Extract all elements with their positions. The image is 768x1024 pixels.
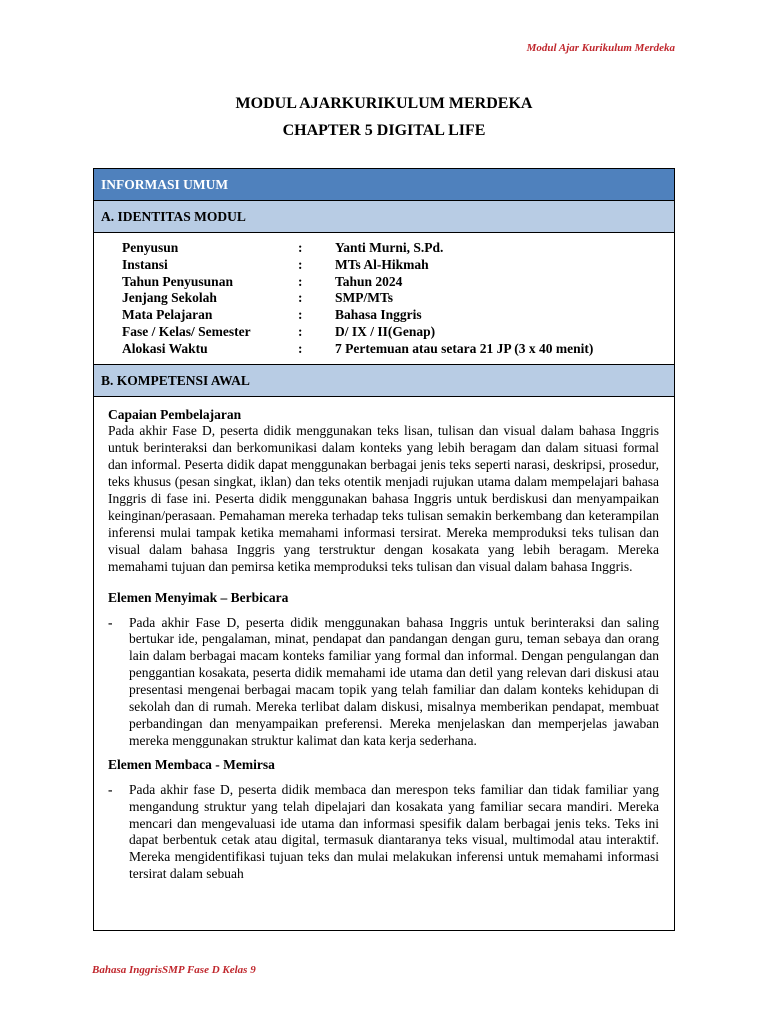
identity-colon: :	[298, 273, 303, 289]
identity-row	[122, 290, 674, 307]
identity-colon: :	[298, 290, 303, 306]
identity-row	[122, 274, 674, 291]
elemen-membaca-item	[108, 782, 659, 883]
footer-note: Bahasa InggrisSMP Fase D Kelas 9	[92, 964, 256, 976]
list-dash: -	[108, 614, 113, 630]
identity-row	[122, 307, 674, 324]
identity-label: Jenjang Sekolah	[122, 290, 217, 306]
capaian-heading: Capaian Pembelajaran	[108, 406, 242, 422]
section-kompetensi-awal: B. KOMPETENSI AWAL	[94, 365, 674, 397]
identity-value: Tahun 2024	[335, 273, 403, 289]
identity-row	[122, 341, 674, 358]
identity-row	[122, 257, 674, 274]
identity-label: Alokasi Waktu	[122, 340, 208, 356]
elemen-menyimak-item	[108, 615, 659, 750]
identity-row	[122, 240, 674, 257]
chapter-title: CHAPTER 5 DIGITAL LIFE	[282, 122, 486, 139]
identity-colon: :	[298, 307, 303, 323]
identity-value: Yanti Murni, S.Pd.	[335, 240, 444, 255]
identity-value: 7 Pertemuan atau setara 21 JP (3 x 40 menit)	[335, 340, 594, 356]
header-note: Modul Ajar Kurikulum Merdeka	[526, 42, 675, 54]
identity-value: D/ IX / II(Genap)	[335, 323, 436, 339]
document-title: MODUL AJARKURIKULUM MERDEKA	[235, 95, 533, 112]
identity-colon: :	[298, 256, 303, 272]
identity-list	[94, 233, 674, 365]
identity-label: Tahun Penyusunan	[122, 273, 233, 289]
identity-colon: :	[298, 323, 303, 339]
elemen-menyimak-heading: Elemen Menyimak – Berbicara	[108, 589, 289, 605]
identity-label: Instansi	[122, 256, 168, 272]
identity-label: Penyusun	[122, 240, 179, 255]
section-identitas-modul: A. IDENTITAS MODUL	[94, 201, 674, 233]
module-table	[93, 168, 675, 931]
kompetensi-body	[94, 397, 674, 884]
identity-colon: :	[298, 340, 303, 356]
identity-row	[122, 324, 674, 341]
identity-label: Fase / Kelas/ Semester	[122, 323, 251, 339]
elemen-membaca-heading: Elemen Membaca - Memirsa	[108, 756, 275, 772]
elemen-membaca-text: Pada akhir fase D, peserta didik membaca dan merespon teks familiar dan tidak familiar yang mengandung struktur yang telah dipelajari dan kosakata yang familiar secara mandiri. Mereka mencari dan mengevaluasi ide utama dan informasi spesifik dalam berbagai jenis teks. Teks ini dapat berbentuk cetak atau digital, termasuk diantaranya teks visual, multimodal atau interaktif. Mereka mengidentifikasi tujuan teks dan mulai melakukan inferensi untuk memahami informasi tersirat dalam sebuah	[129, 781, 659, 882]
section-informasi-umum: INFORMASI UMUM	[94, 169, 674, 201]
identity-value: SMP/MTs	[335, 290, 394, 306]
identity-value: Bahasa Inggris	[335, 307, 422, 323]
identity-label: Mata Pelajaran	[122, 307, 213, 323]
list-dash: -	[108, 781, 113, 797]
identity-colon: :	[298, 240, 303, 255]
identity-value: MTs Al-Hikmah	[335, 256, 429, 272]
capaian-text: Pada akhir Fase D, peserta didik menggunakan teks lisan, tulisan dan visual dalam bahasa Inggris untuk berinteraksi dan berkomunikasi dalam konteks yang lebih beragam dan dalam situasi formal dan informal. Peserta didik dapat menggunakan berbagai jenis teks seperti narasi, deskripsi, prosedur, teks khusus (pesan singkat, iklan) dan teks otentik menjadi rujukan utama dalam mempelajari bahasa Inggris di fase ini. Peserta didik menggunakan bahasa Inggris untuk berdiskusi dan menyampaikan keinginan/perasaan. Pemahaman mereka terhadap teks tulisan semakin berkembang dan keterampilan inferensi mulai tampak ketika memahami informasi tersirat. Mereka memproduksi teks tulisan dan visual dalam bahasa Inggris yang terstruktur dengan kosakata yang lebih beragam. Mereka memahami tujuan dan pemirsa ketika memproduksi teks tulisan dan visual dalam bahasa Inggris.	[108, 423, 659, 574]
elemen-menyimak-text: Pada akhir Fase D, peserta didik menggunakan bahasa Inggris untuk berinteraksi dan saling bertukar ide, pengalaman, minat, pendapat dan pandangan dengan guru, teman sebaya dan orang lain dalam berbagai macam konteks familiar yang formal dan informal. Dengan pengulangan dan penggantian kosakata, peserta didik memahami ide utama dan detil yang relevan dari diskusi atau presentasi mengenai berbagai macam topik yang telah familiar dan dalam konteks kehidupan di sekolah dan di rumah. Mereka terlibat dalam diskusi, misalnya memberikan pendapat, membuat perbandingan dan menyampaikan preferensi. Mereka menjelaskan dan memperjelas jawaban mereka menggunakan struktur kalimat dan kata kerja sederhana.	[129, 614, 659, 748]
